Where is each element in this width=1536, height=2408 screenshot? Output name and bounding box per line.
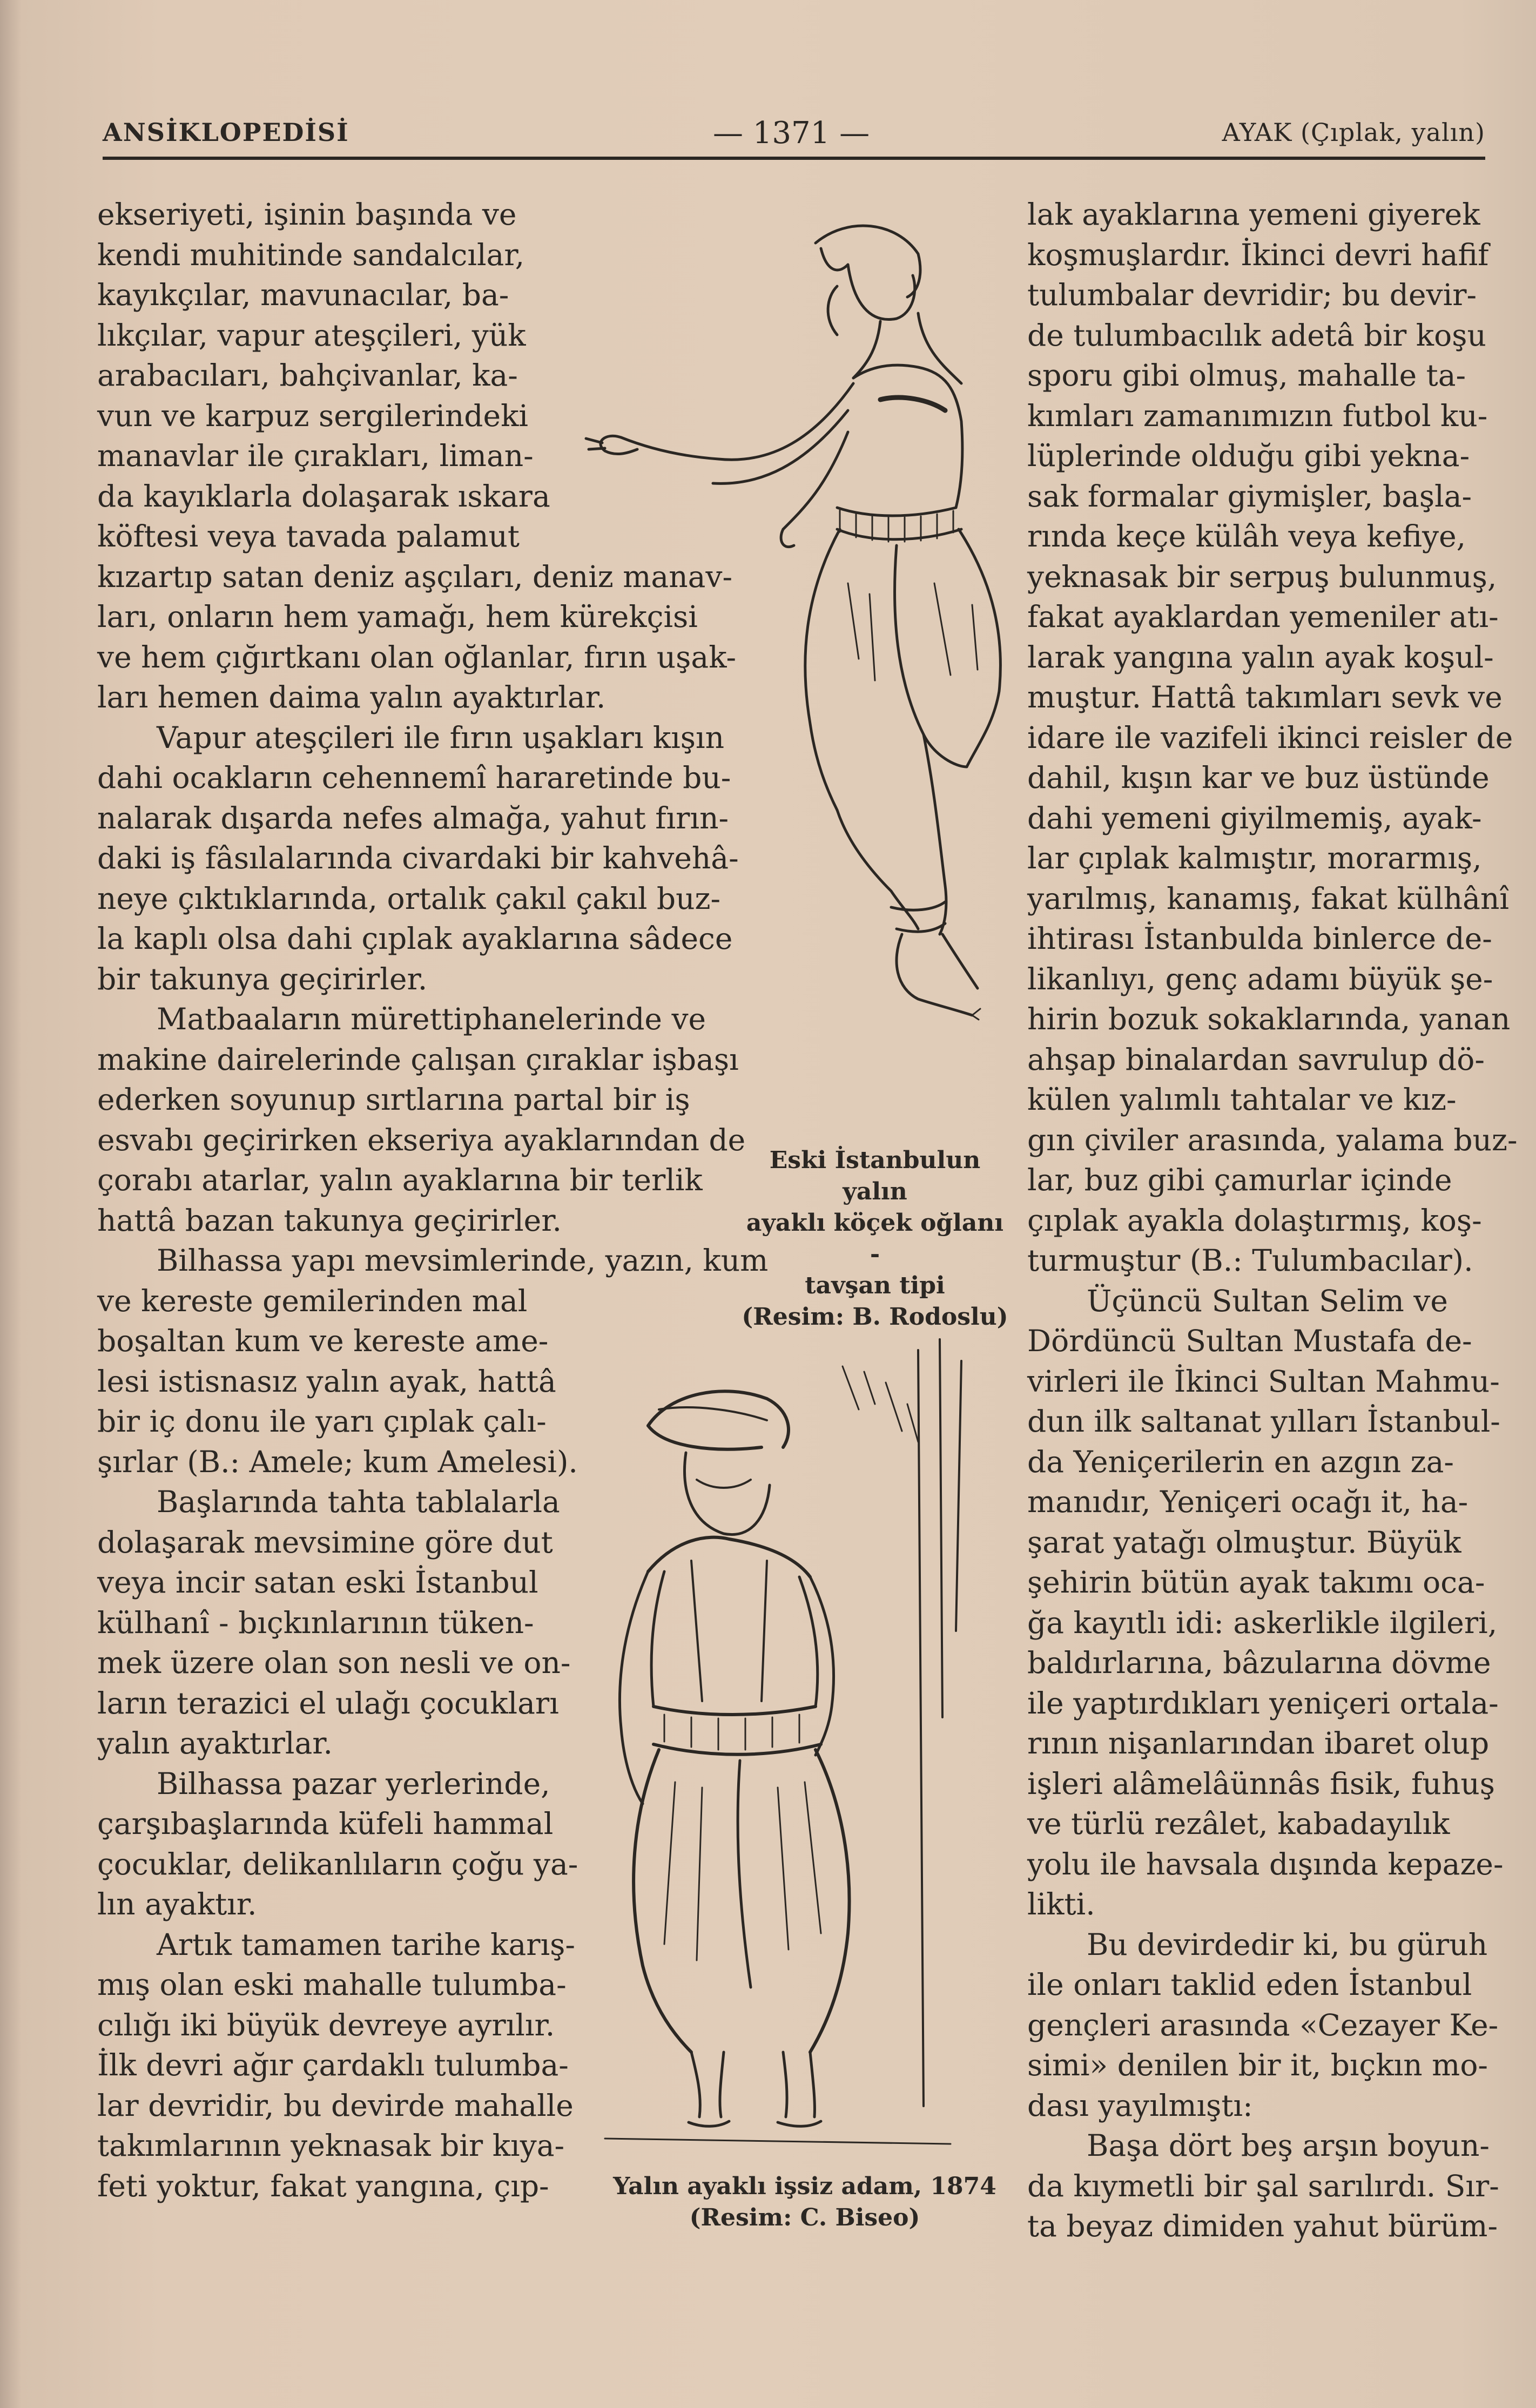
text-line: yalın ayaktırlar. bbox=[97, 1726, 333, 1761]
text-line: dası yayılmıştı: bbox=[1027, 2088, 1253, 2123]
text-line: Başlarında tahta tablalarla bbox=[157, 1485, 560, 1519]
text-line: rının nişanlarından ibaret olup bbox=[1027, 1726, 1490, 1761]
text-line: lın ayaktır. bbox=[97, 1887, 257, 1921]
text-line: ile onları taklid eden İstanbul bbox=[1027, 1967, 1472, 2002]
header-right: AYAK (Çıplak, yalın) bbox=[1222, 118, 1485, 147]
text-line: lıkçılar, vapur ateşçileri, yük bbox=[97, 318, 526, 353]
text-line: dahi yemeni giyilmemiş, ayak- bbox=[1027, 800, 1482, 835]
text-line: lar, buz gibi çamurlar içinde bbox=[1027, 1163, 1452, 1197]
text-line: vun ve karpuz sergilerindeki bbox=[97, 398, 528, 433]
text-line: kendi muhitinde sandalcılar, bbox=[97, 237, 525, 272]
text-line: koşmuşlardır. İkinci devri hafif bbox=[1027, 237, 1489, 272]
text-line: veya incir satan eski İstanbul bbox=[97, 1565, 538, 1600]
text-line: larak yangına yalın ayak koşul- bbox=[1027, 639, 1494, 674]
text-line: da kayıklarla dolaşarak ıskara bbox=[97, 478, 550, 514]
text-line: rında keçe külâh veya kefiye, bbox=[1027, 519, 1466, 554]
text-line: dahi ocakların cehennemî hararetinde bu- bbox=[97, 760, 731, 795]
figure-1-caption bbox=[740, 1145, 1010, 1333]
text-line: tulumbalar devridir; bu devir- bbox=[1027, 278, 1477, 312]
text-line: manıdır, Yeniçeri ocağı it, ha- bbox=[1027, 1485, 1468, 1519]
text-line: gın çiviler arasında, yalama buz- bbox=[1027, 1122, 1518, 1157]
text-line: lesi istisnasız yalın ayak, hattâ bbox=[97, 1364, 556, 1399]
text-line: cılığı iki büyük devreye ayrılır. bbox=[97, 2007, 555, 2042]
text-line: feti yoktur, fakat yangına, çıp- bbox=[97, 2168, 549, 2203]
text-line: baldırlarına, bâzularına dövme bbox=[1027, 1645, 1491, 1680]
text-line: da kıymetli bir şal sarılırdı. Sır- bbox=[1027, 2168, 1499, 2203]
text-line: gençleri arasında «Cezayer Ke- bbox=[1027, 2007, 1499, 2042]
text-line: yolu ile havsala dışında kepaze- bbox=[1027, 1846, 1504, 1881]
text-line: daki iş fâsılalarında civardaki bir kahvehâ- bbox=[97, 841, 739, 875]
text-line: çorabı atarlar, yalın ayaklarına bir terlik bbox=[97, 1163, 703, 1197]
header-left: ANSİKLOPEDİSİ bbox=[103, 118, 349, 147]
text-line: lüplerinde olduğu gibi yekna- bbox=[1027, 439, 1470, 473]
text-line: ğa kayıtlı idi: askerlikle ilgileri, bbox=[1027, 1605, 1498, 1640]
text-line: lar çıplak kalmıştır, morarmış, bbox=[1027, 841, 1482, 875]
text-line: arabacıları, bahçivanlar, ka- bbox=[97, 358, 518, 393]
text-line: Vapur ateşçileri ile fırın uşakları kışın bbox=[157, 720, 725, 755]
text-line: makine dairelerinde çalışan çıraklar işbaşı bbox=[97, 1042, 739, 1077]
caption-line: Eski İstanbulun yalın bbox=[769, 1146, 981, 1205]
text-line: dolaşarak mevsimine göre dut bbox=[97, 1525, 553, 1560]
text-line: yeknasak bir serpuş bulunmuş, bbox=[1027, 559, 1497, 594]
text-line: simi» denilen bir it, bıçkın mo- bbox=[1027, 2048, 1488, 2082]
text-line: turmuştur (B.: Tulumbacılar). bbox=[1027, 1243, 1473, 1278]
text-line: dun ilk saltanat yılları İstanbul- bbox=[1027, 1404, 1500, 1439]
text-line: Dördüncü Sultan Mustafa de- bbox=[1027, 1324, 1472, 1358]
illustration-kocek-dancer bbox=[545, 205, 1010, 1134]
text-line: şarat yatağı olmuştur. Büyük bbox=[1027, 1525, 1461, 1560]
illustration-idle-barefoot-man bbox=[583, 1318, 994, 2160]
page-number: — 1371 — bbox=[713, 116, 870, 151]
text-line: Üçüncü Sultan Selim ve bbox=[1087, 1283, 1448, 1318]
caption-line: (Resim: B. Rodoslu) bbox=[742, 1303, 1008, 1331]
text-line: kımları zamanımızın futbol ku- bbox=[1027, 398, 1488, 433]
text-line: ile yaptırdıkları yeniçeri ortala- bbox=[1027, 1685, 1499, 1721]
text-line: Matbaaların mürettiphanelerinde ve bbox=[157, 1002, 706, 1036]
text-line: bir iç donu ile yarı çıplak çalı- bbox=[97, 1404, 547, 1439]
text-line: neye çıktıklarında, ortalık çakıl çakıl buz- bbox=[97, 881, 721, 916]
running-header bbox=[103, 108, 1485, 151]
text-line: ve hem çığırtkanı olan oğlanlar, fırın uşak- bbox=[97, 639, 737, 674]
text-line: çarşıbaşlarında küfeli hammal bbox=[97, 1806, 554, 1841]
text-line: lak ayaklarına yemeni giyerek bbox=[1027, 197, 1480, 232]
text-line: ahşap binalardan savrulup dö- bbox=[1027, 1042, 1485, 1077]
figure-2-caption bbox=[594, 2171, 1015, 2234]
text-line: yarılmış, kanamış, fakat külhânî bbox=[1027, 881, 1509, 916]
text-line: idare ile vazifeli ikinci reisler de bbox=[1027, 720, 1513, 755]
text-line: külhanî - bıçkınlarının tüken- bbox=[97, 1605, 534, 1640]
caption-line: (Resim: C. Biseo) bbox=[689, 2204, 920, 2231]
text-line: la kaplı olsa dahi çıplak ayaklarına sâdece bbox=[97, 921, 733, 956]
text-line: çocuklar, delikanlıların çoğu ya- bbox=[97, 1846, 578, 1881]
caption-line: tavşan tipi bbox=[805, 1272, 945, 1299]
text-line: virleri ile İkinci Sultan Mahmu- bbox=[1027, 1364, 1500, 1399]
text-line: Bilhassa pazar yerlerinde, bbox=[157, 1766, 550, 1801]
text-line: mış olan eski mahalle tulumba- bbox=[97, 1967, 567, 2002]
text-line: de tulumbacılık adetâ bir koşu bbox=[1027, 318, 1486, 353]
text-line: şehirin bütün ayak takımı oca- bbox=[1027, 1565, 1485, 1600]
text-line: ve türlü rezâlet, kabadayılık bbox=[1027, 1806, 1450, 1841]
text-line: sak formalar giymişler, başla- bbox=[1027, 478, 1472, 514]
text-line: köftesi veya tavada palamut bbox=[97, 519, 520, 554]
text-line: da Yeniçerilerin en azgın za- bbox=[1027, 1444, 1454, 1479]
text-line: hattâ bazan takunya geçirirler. bbox=[97, 1203, 562, 1238]
text-line: nalarak dışarda nefes almağa, yahut fırın- bbox=[97, 800, 729, 835]
text-line: likti. bbox=[1027, 1887, 1095, 1921]
text-line: ekseriyeti, işinin başında ve bbox=[97, 197, 517, 232]
caption-line: ayaklı köçek oğlanı - bbox=[746, 1209, 1004, 1268]
text-line: Başa dört beş arşın boyun- bbox=[1087, 2128, 1490, 2163]
text-line: ihtirası İstanbulda binlerce de- bbox=[1027, 921, 1492, 956]
text-line: külen yalımlı tahtalar ve kız- bbox=[1027, 1082, 1457, 1117]
text-line: sporu gibi olmuş, mahalle ta- bbox=[1027, 358, 1466, 393]
text-line: hirin bozuk sokaklarında, yanan bbox=[1027, 1002, 1511, 1036]
text-line: Bilhassa yapı mevsimlerinde, yazın, kum bbox=[157, 1243, 769, 1278]
text-line: kızartıp satan deniz aşçıları, deniz manav- bbox=[97, 559, 733, 594]
text-line: manavlar ile çırakları, liman- bbox=[97, 439, 534, 473]
text-line: mek üzere olan son nesli ve on- bbox=[97, 1645, 571, 1680]
text-line: işleri alâmelâünnâs fisik, fuhuş bbox=[1027, 1766, 1495, 1801]
text-line: çıplak ayakla dolaştırmış, koş- bbox=[1027, 1203, 1482, 1238]
column-3 bbox=[1027, 194, 1518, 2247]
text-line: ların terazici el ulağı çocukları bbox=[97, 1685, 559, 1721]
text-line: ve kereste gemilerinden mal bbox=[97, 1283, 528, 1318]
text-line: Artık tamamen tarihe karış- bbox=[157, 1927, 575, 1962]
text-line: şırlar (B.: Amele; kum Amelesi). bbox=[97, 1444, 578, 1479]
caption-line: Yalın ayaklı işsiz adam, 1874 bbox=[613, 2173, 996, 2200]
text-line: kayıkçılar, mavunacılar, ba- bbox=[97, 278, 509, 312]
text-line: lar devridir, bu devirde mahalle bbox=[97, 2088, 574, 2123]
text-line: Bu devirdedir ki, bu güruh bbox=[1087, 1927, 1488, 1962]
text-line: ta beyaz dimiden yahut bürüm- bbox=[1027, 2209, 1498, 2243]
text-line: dahil, kışın kar ve buz üstünde bbox=[1027, 760, 1490, 795]
header-rule bbox=[103, 157, 1485, 160]
text-line: muştur. Hattâ takımları sevk ve bbox=[1027, 680, 1503, 714]
text-line: esvabı geçirirken ekseriya ayaklarından de bbox=[97, 1122, 746, 1157]
text-line: boşaltan kum ve kereste ame- bbox=[97, 1324, 549, 1358]
text-line: ları hemen daima yalın ayaktırlar. bbox=[97, 680, 606, 714]
text-line: fakat ayaklardan yemeniler atı- bbox=[1027, 599, 1499, 634]
text-line: İlk devri ağır çardaklı tulumba- bbox=[97, 2048, 569, 2082]
text-line: takımlarının yeknasak bir kıya- bbox=[97, 2128, 565, 2163]
text-line: ederken soyunup sırtlarına partal bir iş bbox=[97, 1082, 690, 1117]
text-line: ları, onların hem yamağı, hem kürekçisi bbox=[97, 599, 698, 634]
text-line: likanlıyı, genç adamı büyük şe- bbox=[1027, 961, 1493, 996]
text-line: bir takunya geçirirler. bbox=[97, 961, 428, 996]
